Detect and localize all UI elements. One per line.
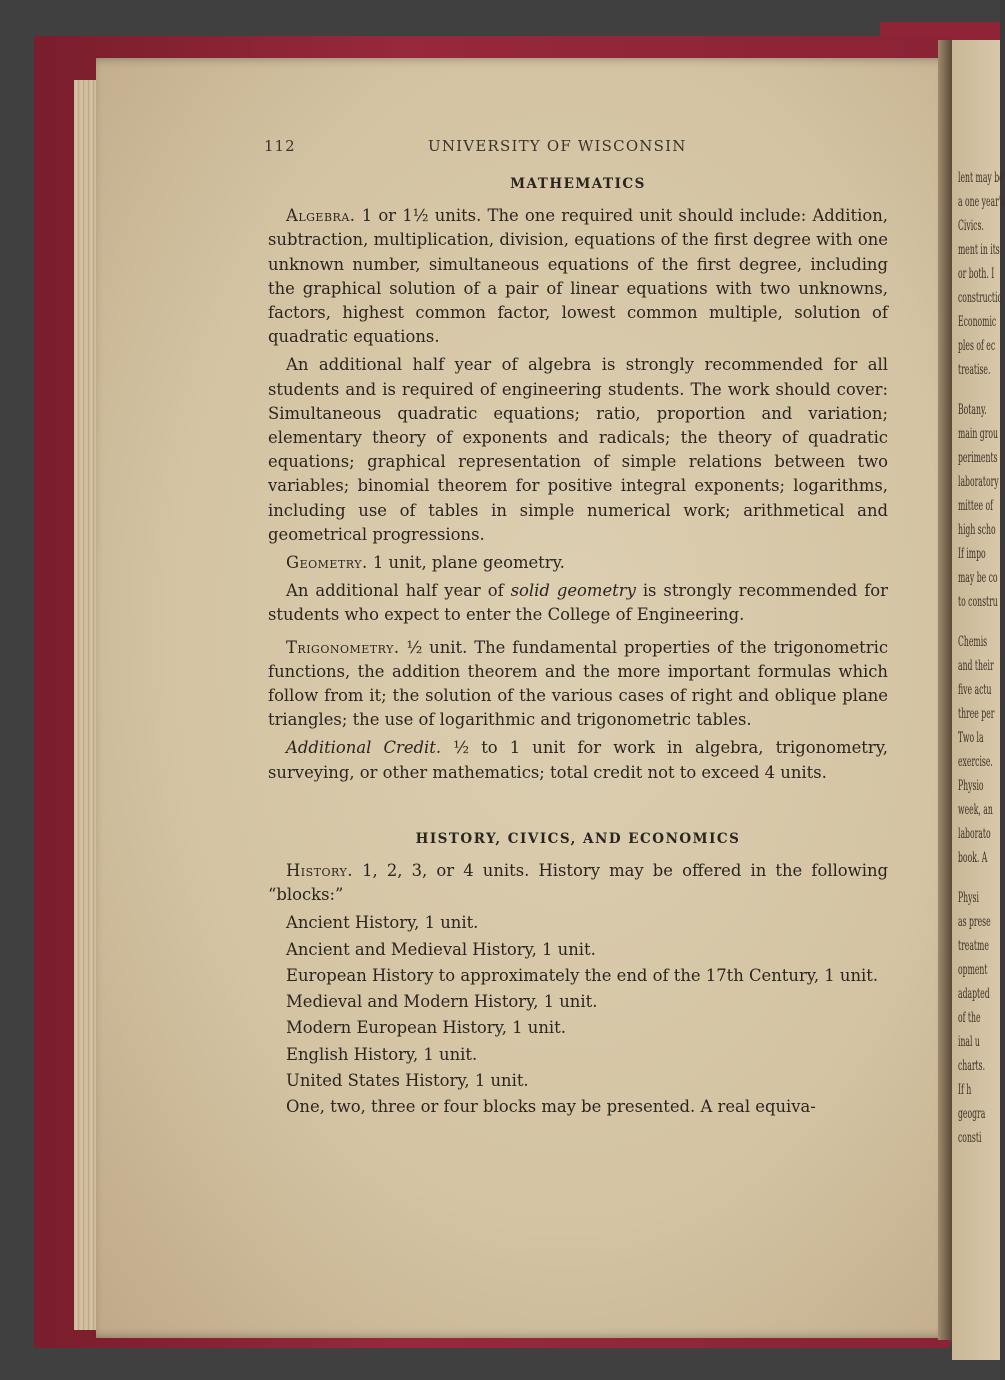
geometry-additional-paragraph	[268, 579, 888, 627]
section-heading-mathematics: MATHEMATICS	[510, 176, 646, 192]
facing-page-fragment: five actu	[958, 682, 992, 698]
history-block: United States History, 1 unit.	[286, 1070, 529, 1090]
algebra-label: Algebra.	[286, 206, 356, 226]
trigonometry-label: Trigonometry.	[286, 637, 400, 657]
facing-page-fragment: week, an	[958, 802, 993, 818]
facing-page-fragment: of the	[958, 1010, 981, 1026]
facing-page-fragment: Two la	[958, 730, 984, 746]
running-head	[264, 130, 888, 156]
running-title: UNIVERSITY OF WISCONSIN	[428, 137, 687, 155]
facing-page-fragment: Civics.	[958, 218, 984, 234]
facing-page-fragment: three per	[958, 706, 995, 722]
facing-page-fragment: constructio	[958, 290, 1003, 306]
history-block: Modern European History, 1 unit.	[286, 1018, 566, 1038]
facing-page-fragment: exercise.	[958, 754, 993, 770]
facing-page-fragment: treatise.	[958, 362, 991, 378]
geometry-label: Geometry.	[286, 553, 368, 573]
facing-page-fragment: If h	[958, 1082, 972, 1098]
facing-page-fragment: adapted	[958, 986, 990, 1002]
page-content	[264, 130, 889, 1123]
trigonometry-text: ½ unit. The fundamental properties of the trigonometric functions, the addition theorem and the more important formulas which follow from it; the solution of the various cases of right and oblique plane triangles; the use of logarithmic and trigonometric tables.	[268, 637, 889, 730]
facing-page-fragment: ment in its	[958, 242, 1000, 258]
geometry-text: 1 unit, plane geometry.	[372, 553, 565, 573]
additional-credit-label: Additional Credit.	[286, 738, 442, 758]
page-number: 112	[264, 137, 296, 155]
facing-page-fragment: may be co	[958, 570, 998, 586]
facing-page-fragment: or both. I	[958, 266, 995, 282]
facing-page-fragment: ples of ec	[958, 338, 996, 354]
facing-page	[952, 40, 1005, 1360]
history-label: History.	[286, 861, 353, 881]
trigonometry-paragraph	[268, 636, 888, 733]
facing-page-fragment: Botany.	[958, 402, 987, 418]
facing-page-fragment: geogra	[958, 1106, 986, 1122]
facing-page-fragment: treatme	[958, 938, 989, 954]
section-heading-history: HISTORY, CIVICS, AND ECONOMICS	[415, 830, 741, 847]
facing-page-fragment: Physi	[958, 890, 979, 906]
facing-page-fragment: Chemis	[958, 634, 988, 650]
facing-page-fragment: consti	[958, 1130, 982, 1146]
history-block: Medieval and Modern History, 1 unit.	[286, 992, 598, 1012]
history-block: English History, 1 unit.	[286, 1044, 478, 1064]
facing-page-fragment: as prese	[958, 914, 991, 930]
facing-page-fragment: periments	[958, 450, 998, 466]
book-gutter	[938, 40, 952, 1340]
facing-page-fragment: mittee of	[958, 498, 994, 514]
geometry-paragraph	[268, 551, 888, 575]
facing-page-fragment: charts.	[958, 1058, 986, 1074]
facing-page-fragment: to constru	[958, 594, 998, 610]
spacer	[268, 789, 888, 811]
geometry-p2-italic: solid geometry	[510, 581, 636, 601]
history-blocks-list	[268, 911, 888, 1092]
facing-page-fragment: high scho	[958, 522, 996, 538]
algebra-paragraph	[268, 204, 888, 349]
facing-page-fragment: and their	[958, 658, 994, 674]
additional-credit-text: ½ to 1 unit for work in algebra, trigonometry, surveying, or other mathematics; total credit not to exceed 4 units.	[268, 738, 888, 782]
facing-page-fragment: main grou	[958, 426, 998, 442]
facing-page-fragment: inal u	[958, 1034, 980, 1050]
history-closing: One, two, three or four blocks may be presented. A real equiva-	[286, 1096, 816, 1116]
facing-page-fragment: Economic	[958, 314, 997, 330]
facing-page-fragment: If impo	[958, 546, 986, 562]
history-block: Ancient History, 1 unit.	[286, 913, 479, 933]
algebra-additional-paragraph: An additional half year of algebra is strongly recommended for all students and is required of engineering students. The work should cover: Simultaneous quadratic equations; ratio, proportion and variation; elementary theory of exponents and radicals; the theory of quadratic equations; graphical representation of simple relations between two variables; binomial theorem for positive integral exponents; logarithms, including use of tables in simple numerical work; arithmetical and geometrical progressions.	[268, 355, 888, 544]
geometry-p2-after: is strongly recommended for students who expect to enter the College of Engineering.	[268, 581, 888, 625]
facing-page-fragment: lent may be	[958, 170, 1004, 186]
additional-credit-paragraph	[268, 736, 888, 784]
facing-page-fragment: Physio	[958, 778, 984, 794]
history-block: Ancient and Medieval History, 1 unit.	[286, 939, 596, 959]
algebra-text: 1 or 1½ units. The one required unit should include: Addition, subtraction, multiplication, division, equations of the first degree with one unknown number, simultaneous equations of the first degree, including the graphical solution of a pair of linear equations with two unknowns, factors, highest common factor, lowest common multiple, solution of quadratic equations.	[268, 206, 888, 347]
facing-page-fragment: a one year's	[958, 194, 1005, 210]
facing-page-fragment: opment	[958, 962, 988, 978]
facing-page-fragment: laborato	[958, 826, 991, 842]
geometry-p2-before: An additional half year of	[286, 581, 504, 601]
history-intro: 1, 2, 3, or 4 units. History may be offered in the following “blocks:”	[268, 861, 888, 905]
history-block: European History to approximately the end of the 17th Century, 1 unit.	[286, 965, 879, 985]
facing-page-fragment: book. A	[958, 850, 988, 866]
history-paragraph	[268, 859, 888, 907]
facing-page-fragment: laboratory	[958, 474, 999, 490]
